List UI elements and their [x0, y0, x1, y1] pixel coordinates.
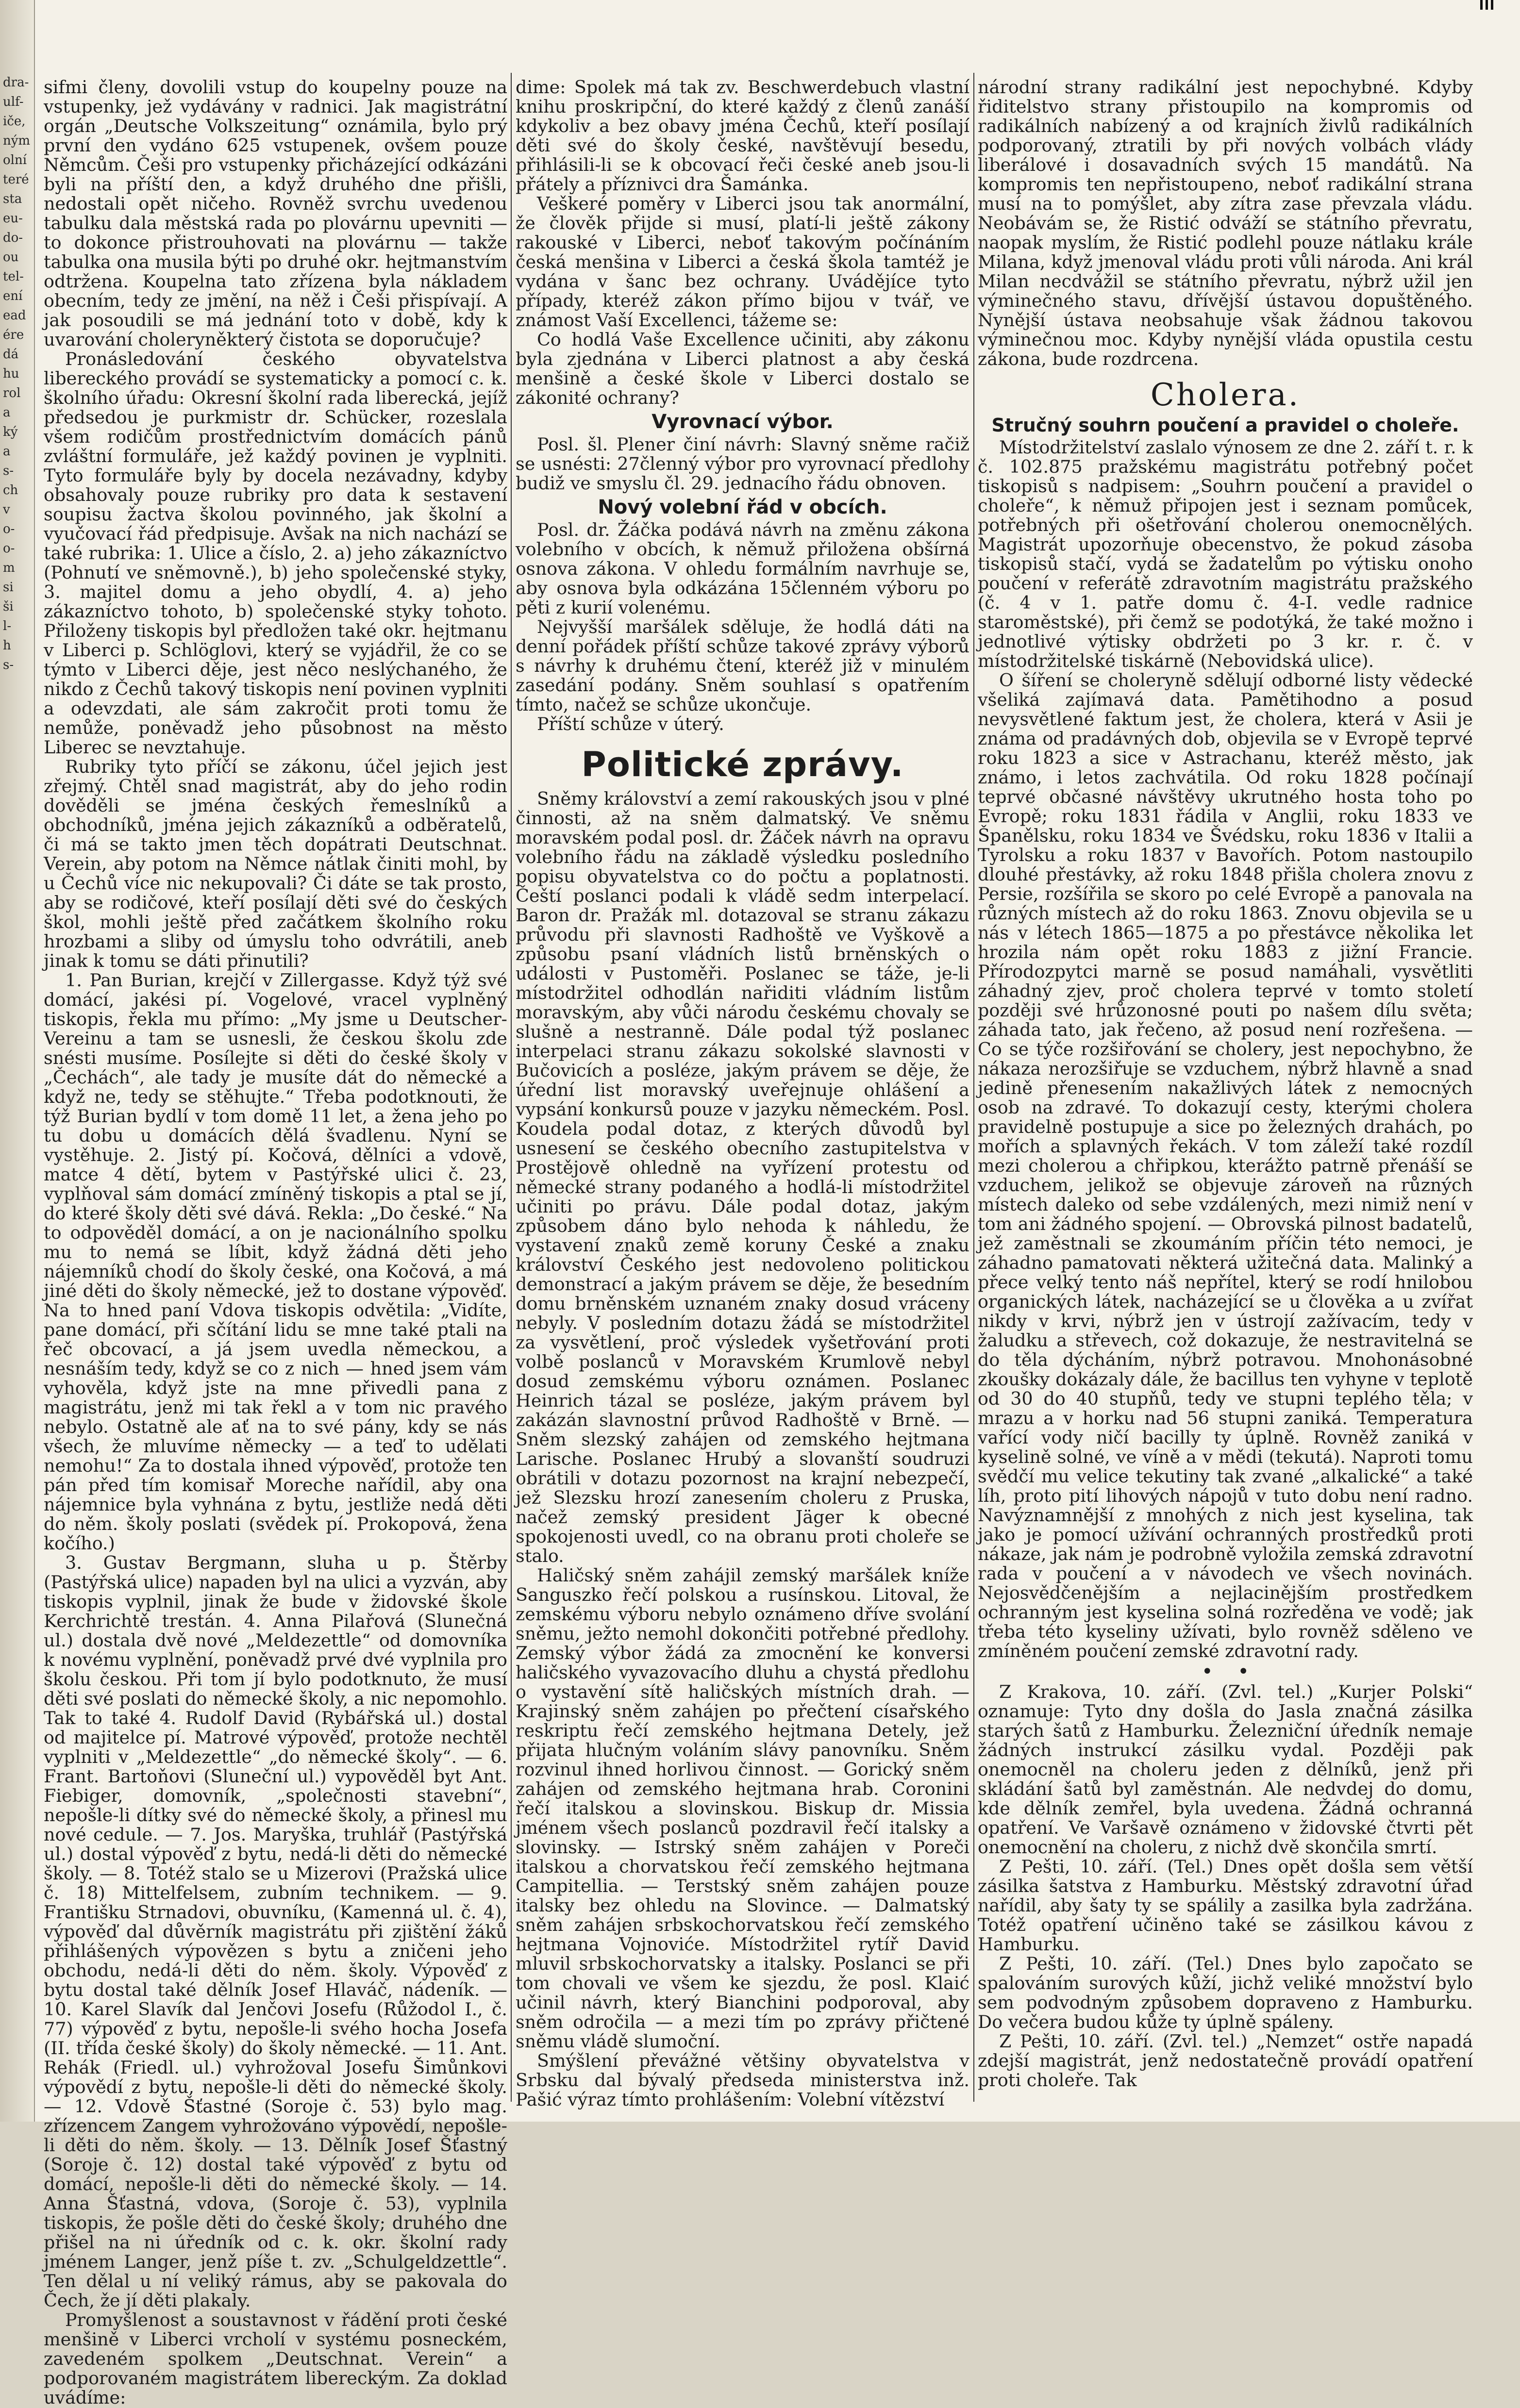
col3-paragraph: Z Pešti, 10. září. (Tel.) Dnes bylo započato se spalováním surových kůží, jichž veliké množství bylo sem podvodným způsobem dopraveno z Hamburku. Do večera budou kůže ty úplně spáleny. [978, 1953, 1473, 2032]
edge-fragment: ulf- [3, 95, 24, 109]
col1-paragraph: sifmi členy, dovolili vstup do koupelny pouze na vstupenky, jež vydávány v radnici. Jak magistrátní orgán „Deutsche Volkszeitung“ oznámila, bylo prý první den vydáno 625 vstupenek, ovšem pouze Němcům. Češi pro vstupenky přicházející odkázáni byli na příští den, a když druhého dne přišli, nedostali opět ničeho. Rovněž svrchu uvedenou tabulku dala městská rada po plovárnu upevniti — to dokonce přistrouhovati na plovárnu — takže tabulka ona musila býti po druhé okr. hejtmanstvím odtržena. Koupelna tato zřízena byla nákladem obecním, tedy ze jmění, na něž i Češi přispívají. A jak posoudili se má jednání toto v době, kdy k uvarování choleryněkterý čistota se doporučuje? [44, 77, 507, 350]
edge-fragment: si [3, 580, 14, 595]
col1-paragraph: Rubriky tyto příčí se zákonu, účel jejich jest zřejmý. Chtěl snad magistrát, aby do jeho rodin dověděli se jména českých řemeslníků a obchodníků, jména jejich zákazníků a odběratelů, či má se takto jmen těch dopátrati Deutschnat. Verein, aby potom na Němce nátlak činiti mohl, by u Čechů více nic nekupovali? Či dáte se tak prosto, aby se rodičové, kteří posílají děti své do českých škol, mohli ještě před začátkem školního roku hrozbami a sliby od úmyslu toho odvrátili, aneb jinak k tomu se dáti přinutili? [44, 756, 507, 971]
edge-fragment: dra- [3, 75, 29, 90]
edge-fragment: hu [3, 366, 19, 381]
corner-mark [1480, 0, 1514, 10]
edge-fragment: a [3, 444, 11, 459]
edge-fragment: ch [3, 483, 18, 498]
col1-paragraph: 1. Pan Burian, krejčí v Zillergasse. Když týž své domácí, jakési pí. Vogelové, vracel vyplněný tiskopis, řekla mu přímo: „My jsme u Deutscher-Vereinu a tam se usnesli, že českou školu zde snésti musíme. Posílejte si děti do české školy v „Čechách“, ale tady je musíte dát do německé a když ne, tedy se stěhujte.“ Třeba podotknouti, že týž Burian bydlí v tom domě 11 let, a žena jeho po tu dobu u domácích dělá švadlenu. Nyní se vystěhuje. 2. Jistý pí. Kočová, dělníci a vdově, matce 4 dětí, bytem v Pastýřské ulici č. 23, vyplňoval sám domácí zmíněný tiskopis a ptal se jí, do které školy děti své dává. Rekla: „Do české.“ Na to odpověděl domácí, a on je nacionálního spolku mu to nemá se líbit, když žádná děti jeho nájemníků chodí do školy české, ona Kočová, a má jiné děti do školy německé, jež to dostane výpověď. Na to hned paní Vdova tiskopis odvětila: „Vidíte, pane domácí, při sčítání lidu se mne také ptali na řeč obcovací, a já jsem uvedla německou, a nesnáším tedy, když se co z nich — hned jsem vám vyhověla, když jste na mne přivedli pana z magistrátu, jenž mi tak řekl a v tom nic pravého nebylo. Ostatně ale ať na to své pány, kdy se nás všech, že mluvíme německy — a teď to udělati nemohu!“ Za to dostala ihned výpověď, protože ten pán před tím komisař Moreche nařídil, aby ona nájemnice byla vyhnána z bytu, jestliže nedá děti do něm. školy poslati (svědek pí. Prokopová, žena kočího.) [44, 970, 507, 1554]
edge-fragments [0, 0, 32, 675]
col2-paragraph: Příští schůze v úterý. [537, 714, 724, 734]
col1-paragraph: Promyšlenost a soustavnost v řádění proti české menšině v Liberci vrcholí v systému posneckém, zavedeném spolkem „Deutschnat. Verein“ a podporovaném magistrátem libereckým. Za doklad uvádíme: [44, 2309, 507, 2408]
column-2 [516, 77, 969, 2110]
col2-interpellation-question: Co hodlá Vaše Excellence učiniti, aby zákonu byla zjednána v Liberci platnost a aby česká menšině a české škole v Liberci dostalo se zákonité ochrany? [516, 329, 969, 408]
col3-paragraph: Místodržitelství zaslalo výnosem ze dne 2. září t. r. k č. 102.875 pražskému magistrátu potřebný počet tiskopisů s nadpisem: „Souhrn poučení a pravidel o choleře“, k němuž připojen jest i seznam pomůcek, potřebných při ošetřování cholerou onemocnělých. Magistrát upozorňuje obecenstvo, že pokud zásoba tiskopisů stačí, vydá se žadatelům po výtisku onoho poučení v referátě zdravotním magistrátu pražského (č. 4 v 1. patře domu č. 4-I. vedle radnice staroměstské), při čemž se podotýká, že také možno i jednotlivé výtisky obdržeti po 3 kr. r. č. v místodržitelské tiskárně (Nebovidská ulice). [978, 437, 1473, 671]
col3-paragraph: O šíření se choleryně sdělují odborné listy vědecké všeliká zajímavá data. Pamětihodno a posud nevysvětlené faktum jest, že cholera, která v Asii je známa od pradávných dob, objevila se v Evropě teprvé roku 1823 a sice v Astrachanu, kteréž město, jak známo, i letos zachvátila. Od roku 1828 počínají teprvé občasné návštěvy ukrutného hosta toho po Evropě; roku 1831 řádila v Anglii, roku 1833 ve Španělsku, roku 1834 ve Švédsku, roku 1836 v Italii a Tyrolsku a roku 1837 v Bavořích. Potom nastoupilo dlouhé přestávky, až roku 1848 přišla cholera znovu z Persie, rozšířila se skoro po celé Evropě a panovala na různých místech až do roku 1863. Znovu objevila se u nás v létech 1865—1875 a po přestávce několika let hrozila nám opět roku 1883 z jižní Francie. Přírodozpytci marně se posud namáhali, vysvětliti záhadný zjev, proč cholera teprvé v tomto století později své hrůzonosné pouti po našem dílu světa; záhada tato, jak řečeno, až posud není rozřešena. — Co se týče rozšiřování se cholery, jest nepochybno, že nákaza nerozšiřuje se vzduchem, nýbrž hlavně a snad jedině přenesením nakažlivých látek z nemocných osob na zdravé. To dokazují cesty, kterými cholera pravidelně postupuje a sice po železných drahách, po mořích a splavných řekách. V tom záleží také rozdíl mezi cholerou a chřipkou, kterážto patrně přenáší se vzduchem, jelikož se objevuje zároveň na různých místech daleko od sebe vzdálených, mezi nimiž není v tom ani žádného spojení. — Obrovská pilnost badatelů, jež zaměstnali se zkoumáním příčin této nemoci, je záhadno pamatovati některá užitečná data. Malinký a přece velký tento náš nepřítel, který se rodí hnilobou organických látek, nacházející se u člověka a u zvířat nikdy v krvi, nýbrž jen v ústrojí zažívacím, tedy v žaludku a střevech, což dokazuje, že nestravitelná se do těla dýcháním, nýbrž potravou. Mnohonásobné zkoušky dokázaly dále, že bacillus ten vyhyne v teplotě od 30 do 40 stupňů, tedy ve stupni teplého těla; v mrazu a v horku nad 56 stupni zaniká. Temperatura vařící vody ničí bacilly ty úplně. Rovněž zaniká v kyselině solné, ve víně a v mědi (tekutá). Naproti tomu svědčí mu velice tekutiny tak zvané „alkalické“ a také líh, proto pití lihových nápojů v tuto dobu není radno. Navýznamnější z mnohých z nich jest kyselina, tak jako je pomocí užívání ochranných prostředků proti nákaze, jak nám je podrobně vyložila zemská zdravotní rada v poučení a v návodech ve všech novinách. Nejosvědčenějším a nejlacinějším prostředkem ochranným jest kyselina solná rozředěna ve vodě; jak třeba této kyseliny užívati, bylo rovněž sděleno ve zmíněném poučení zemské zdravotní rady. [978, 670, 1473, 1661]
column-rule-2 [973, 73, 974, 2102]
col2-paragraph: Smýšlení převážné většiny obyvatelstva v Srbsku dal bývalý předseda ministerstva inž. Pašić výraz tímto prohlášením: Volební vítězství [516, 2050, 969, 2110]
edge-fragment: ký [3, 425, 18, 439]
col2-paragraph: Sněmy království a zemí rakouských jsou v plné činnosti, až na sněm dalmatský. Ve sněmu moravském podal posl. dr. Žáček návrh na opravu volebního řádu na základě výsledku posledního popisu obyvatelstva co do počtu a poplatnosti. Čeští poslanci podali k vládě sedm interpelací. Baron dr. Pražák ml. dotazoval se stranu zákazu průvodu při slavnosti Radhoště ve Vyškově a způsobu psaní vládních listů brněnských o události v Pustoměři. Poslanec se táže, je-li místodržitel odhodlán nařiditi vládním listům moravským, aby vůči národu českému chovaly se slušně a nestranně. Dále podal týž poslanec interpelaci stranu zákazu sokolské slavnosti v Bučovicích a posléze, jakým právem se děje, že úřední list moravský uveřejnuje ohlášení a vypsání konkursů pouze v jazyku německém. Posl. Koudela podal dotaz, z kterých důvodů byl usnesení se českého obecního zastupitelstva v Prostějově ohledně na vyřízení protestu od německé strany podaného a hodlá-li místodržitel učiniti po právu. Dále podal dotaz, jakým způsobem dáno bylo nehoda k náhledu, že vystavení znaků země koruny České a znaku království Českého jest nedovoleno politickou demonstrací a jakým právem se děje, že besedním domu brněnském uznaném znaky dosud vráceny nebyly. V posledním dotazu žádá se místodržitel za vysvětlení, proč výsledek vyšetřování proti volbě poslanců v Moravském Krumlově nebyl dosud zemskému výboru oznámen. Poslanec Heinrich tázal se posléze, jakým právem byl zakázán slavnostní průvod Radhoště v Brně. — Sněm slezský zahájen od zemského hejtmana Larische. Poslanec Hrubý a slovanští soudruzi obrátili v dotazu pozornost na krajní nebezpečí, jež Slezsku hrozí zanesením choleru z Pruska, načež zemský president Jäger k obecné spokojenosti uvedl, co na obranu proti choleře se stalo. [516, 788, 969, 1566]
edge-fragment: o- [3, 522, 15, 536]
edge-fragment: sta [3, 192, 22, 206]
col3-paragraph: Z Krakova, 10. září. (Zvl. tel.) „Kurjer Polski“ oznamuje: Tyto dny došla do Jasla značná zásilka starých šatů z Hamburku. Železniční úředník nemaje žádných instrukcí zásilku vydal. Později pak onemocněl na choleru jeden z dělníků, jenž při skládání šatů byl zaměstnán. Ale nedvdej do domu, kde dělník zemřel, byla uvedena. Žádná ochranná opatření. Ve Varšavě oznámeno v židovské čtvrti pět onemocnění na choleru, z nichž dvě skončila smrtí. [978, 1681, 1473, 1858]
edge-fragment: rol [3, 386, 21, 400]
edge-fragment: ši [3, 599, 14, 614]
column-rule-1 [511, 73, 512, 2102]
col2-paragraph: Nejvyšší maršálek sděluje, že hodlá dáti na denní pořádek příští schůze takové zprávy výborů s návrhy k druhému čtení, kteréž již v minulém zasedání podány. Sněm souhlasí s opatřením tímto, načež se schůze ukončuje. [516, 616, 969, 715]
edge-fragment: olní [3, 153, 27, 167]
edge-fragment: l- [3, 619, 12, 633]
col2-paragraph: Veškeré poměry v Liberci jsou tak anormální, že člověk přijde si musí, platí-li ještě zákony rakouské v Liberci, neboť takovým počínáním česká menšina v Liberci a česká škola tamtéž je vydána v šanc bez ochrany. Uvádějíce tyto případy, kteréž zákon přímo bijou v tvář, ve známost Vaší Excellenci, tážeme se: [516, 193, 969, 331]
edge-fragment: ou [3, 250, 19, 265]
col3-paragraph: národní strany radikální jest nepochybné. Kdyby řiditelstvo strany přistoupilo na kompromis od radikálních nabízený a od krajních živlů radikálních podporovaný, ztratili by při nových volbách vlády liberálové i dosavadních svých 15 mandátů. Na kompromis ten nepřistoupeno, neboť radikální strana musí na to pomýšlet, aby zítra zase převzala vládu. Neobávám se, že Ristić odváží se státního převratu, naopak myslím, že Ristić podlehl pouze nátlaku krále Milana, když jmenoval vládu proti vůli národa. Ani král Milan necdvážil se státního převratu, nýbrž užil jen výminečného stavu, dřívější ústavou dopuštěného. Nynější ústava neobsahuje však žádnou takovou výminečnou moc. Kdyby nynější vláda opustila cestu zákona, bude rozdrcena. [978, 77, 1473, 369]
edge-fragment: dá [3, 347, 19, 362]
column-3 [978, 78, 1473, 2097]
heading-volebni-rad: Nový volební řád v obcích. [598, 496, 887, 518]
edge-fragment: ení [3, 289, 23, 303]
column-1 [44, 77, 507, 2408]
previous-page-edge [0, 0, 35, 2122]
heading-politicke-zpravy: Politické zprávy. [581, 745, 904, 784]
edge-fragment: v [3, 502, 10, 517]
edge-fragment: teré [3, 172, 29, 187]
heading-cholera: Cholera. [1150, 377, 1301, 413]
edge-fragment: a [3, 405, 11, 420]
col3-paragraph: Z Pešti, 10. září. (Zvl. tel.) „Nemzet“ ostře napadá zdejší magistrát, jenž nedostatečně provádí opatření proti choleře. Tak [978, 2031, 1473, 2091]
col2-intro: dime: Spolek má tak zv. Beschwerdebuch vlastní knihu proskripční, do které každý z členů zanáší kdykoliv a bez obavy jména Čechů, kteří posílají děti své do školy české, navštěvují besedu, přihlásili-li se k obcovací řeči české aneb jsou-li přátely a příznivci dra Šamánka. [516, 77, 969, 195]
edge-fragment: o- [3, 541, 15, 556]
edge-fragment: do- [3, 231, 23, 245]
edge-fragment: ére [3, 328, 24, 342]
edge-fragment: ným [3, 133, 31, 148]
edge-fragment: s- [3, 464, 14, 478]
edge-fragment: ead [3, 308, 26, 323]
edge-fragment: eu- [3, 211, 23, 226]
col3-paragraph: Z Pešti, 10. září. (Tel.) Dnes opět došla sem větší zásilka šatstva z Hamburku. Městský zdravotní úřad nařídil, aby šaty ty se spálily a zasilka byla zadržána. Totéž opatření učiněno také se zásilkou kávou z Hamburku. [978, 1856, 1473, 1955]
subheading-cholera: Stručný souhrn poučení a pravidel o choleře. [991, 415, 1459, 436]
edge-fragment: s- [3, 658, 14, 672]
heading-vyrovnaci-vybor: Vyrovnací výbor. [651, 411, 834, 433]
col1-paragraph: Pronásledování českého obyvatelstva libereckého provádí se systematicky a pomocí c. k. školního úřadu: Okresní školní rada liberecká, jejíž předsedou je purkmistr dr. Schücker, rozeslala všem rodičům prostřednictvím domácích pánů zvláštní formuláře, jež každý povinen je vyplniti. Tyto formuláře byly by docela nezávadny, kdyby obsahovaly pouze rubriky pro data k sestavení soupisu žactva školou povinného, jak školní a vyučovací řád předpisuje. Avšak na nich nachází se také rubrika: 1. Ulice a číslo, 2. a) jeho zákazníctvo (Pohnutí ve sněmovně.), b) jeho společenské styky, 3. majitel domu a jeho obydlí, 4. a) jeho zákazníctvo tohoto, b) společenské styky tohoto. Přiloženy tiskopis byl předložen také okr. hejtmanu v Liberci p. Schlöglovi, který se vyjádřil, že co se týmto v Liberci děje, jest něco neslýchaného, že nikdo z Čechů takový tiskopis není povinen vyplniti a odevzdati, ale sám zakročit proti tomu že nemůže, poněvadž jeho působnost na město Liberec se nevztahuje. [44, 349, 507, 758]
edge-fragment: h [3, 638, 11, 653]
edge-fragment: m [3, 561, 15, 575]
col2-paragraph: Posl. dr. Žáčka podává návrh na změnu zákona volebního v obcích, k němuž přiložena obšírná osnova zákona. V ohledu formálním navrhuje se, aby osnova byla odkázána 15členném výboru po pěti z kurií volenému. [516, 519, 969, 618]
col2-paragraph: Posl. šl. Plener činí návrh: Slavný sněme račiž se usnésti: 27členný výbor pro vyrovnací předlohy budiž ve smyslu čl. 29. jednacího řádu obnoven. [516, 434, 969, 494]
edge-fragment: tel- [3, 269, 24, 284]
edge-fragment: iče, [3, 114, 26, 129]
col1-paragraph: 3. Gustav Bergmann, sluha u p. Štěrby (Pastýřská ulice) napaden byl na ulici a vyzván, aby tiskopis vyplnil, jinak že bude v židovské škole Kerchrichtě trestán. 4. Anna Pilařová (Slunečná ul.) dostala dvě nové „Meldezettle“ od domovníka k novému vyplnění, poněvadž prvé dvé vyplnila pro školu českou. Při tom jí bylo podotknuto, že musí děti své poslati do německé školy, a nic nepomohlo. Tak to také 4. Rudolf David (Rybářská ul.) dostal od majitelce pí. Matrové výpověď, protože nechtěl vyplniti v „Meldezettle“ „do německé školy“. — 6. Frant. Bartoňovi (Sluneční ul.) vypověděl byt Ant. Fiebiger, domovník, „společnosti stavební“, nepošle-li dítky své do německé školy, a přinesl mu nové cedule. — 7. Jos. Maryška, truhlář (Pastýřská ul.) dostal výpověď z bytu, nedá-li děti do německé školy. — 8. Totéž stalo se u Mizerovi (Pražská ulice č. 18) Mittelfelsem, zubním technikem. — 9. Františku Strnadovi, obuvníku, (Kamenná ul. č. 4), výpověď dal důvěrník magistrátu při zjištění žáků přihlášených výpovězen s bytu a zničeni jeho obchodu, nedá-li děti do něm. školy. Výpověď z bytu dostal také dělník Josef Hlaváč, nádeník. — 10. Karel Slavík dal Jenčovi Josefu (Růžodol I., č. 77) výpověď z bytu, nepošle-li svého hocha Josefa (II. třída české školy) do školy německé. — 11. Ant. Rehák (Friedl. ul.) vyhrožoval Josefu Šimůnkovi výpovědí z bytu, nepošle-li děti do německé školy. — 12. Vdově Šťastné (Soroje č. 53) bylo mag. zřízencem Zangem vyhrožováno výpovědí, nepošle-li děti do něm. školy. — 13. Dělník Josef Šťastný (Soroje č. 12) dostal také výpověď z bytu od domácí, nepošle-li děti do německé školy. — 14. Anna Šťastná, vdova, (Soroje č. 53), vyplnila tiskopis, že pošle děti do české školy; druhého dne přišel na ni úředník od c. k. okr. školní rady jménem Langer, jenž píše t. zv. „Schulgeldzettle“. Ten dělal u ní veliký rámus, aby se pakovala do Čech, že jí děti plakaly. [44, 1552, 507, 2311]
separator-dots: • • [1201, 1661, 1250, 1683]
col2-paragraph: Haličský sněm zahájil zemský maršálek kníže Sanguszko řečí polskou a rusínskou. Litoval, že zemskému výboru nebylo oznámeno dříve svolání sněmu, ježto nemohl dokončiti potřebné předlohy. Zemský výbor žádá za zmocnění ke konversi haličského vyvazovacího dluhu a chystá předlohu o vystavění sítě haličských místních drah. — Krajinský sněm zahájen po přečtení císařského reskriptu řečí zemského hejtmana Detely, jež přijata hlučným voláním slávy panovníku. Sněm rozvinul ihned horlivou činnost. — Gorický sněm zahájen od zemského hejtmana hrab. Coronini řečí italskou a slovinskou. Biskup dr. Missia jménem všech poslanců pozdravil řečí italsky a slovinsky. — Istrský sněm zahájen v Poreči italskou a chorvatskou řečí zemského hejtmana Campitellia. — Terstský sněm zahájen pouze italsky bez ohledu na Slovince. — Dalmatský sněm zahájen srbskochorvatskou řečí zemského hejtmana Vojnoviće. Místodržitel rytíř David mluvil srbskochorvatsky a italsky. Poslanci se při tom chovali ve všem ke sjezdu, že posl. Klaić učinil návrh, který Bianchini podporoval, aby sněm odročila — a mezi tím po zprávy přičtené sněmu vládě slumoční. [516, 1565, 969, 2052]
